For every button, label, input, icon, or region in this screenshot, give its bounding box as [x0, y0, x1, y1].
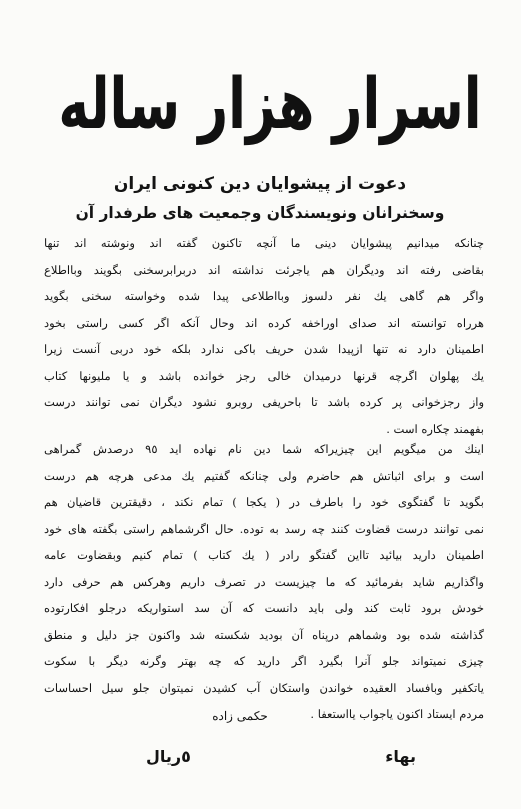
heading-primary: دعوت از پیشوایان دین کنونی ایران — [113, 174, 407, 194]
paragraph-line: اینك من میگویم این چیزیراکه شما دین نام نهاده اید ٩٥ درصدش گمراهی — [44, 442, 484, 456]
paragraph-line: اطمینان دارید بیائید تااین گفتگو رادر ( یك کتاب ) تمام کنیم وبقضاوت عامه — [44, 548, 484, 562]
paragraph-line: نمی توانند درست قضاوت کنند چه رسد به توده. حال اگرشماهم راستی بگفته های خود — [44, 521, 484, 536]
title-block — [60, 62, 480, 148]
author-signature: حکمی زاده — [212, 709, 268, 723]
heading-secondary: وسخنرانان ونویسندگان وجمعیت های طرفدار آن — [75, 204, 445, 222]
paragraph-line: چیزی نمیتواند جلو آنرا بگیرد اگر دارید که چه بهتر وگرنه دیگر با سکوت — [44, 654, 484, 668]
paragraph-line: یاتکفیر وبافساد العقیده خواندن واستکان آب کشیدن نمیتوان جلو سیل احساسات — [44, 680, 484, 695]
paragraph-line: واز رجزخوانی پر کرده باشد تا باحریفی روبرو نشود دیگران نمی توانند درست — [44, 395, 484, 409]
paragraph-line: بگوید تا گفتگوی خود را باطرف در ( یکجا ) تمام نکند ، دقیقترین قاضیان هم — [44, 495, 484, 509]
paragraph-line: گذاشته شده بود وشماهم درپناه آن بودید شکسته شد واکنون جز دلیل و منطق — [44, 627, 484, 642]
paragraph-line: اطمینان دارد نه تنها ازپیدا شدن حریف باکی ندارد بلکه خود دربی آنست زیرا — [44, 342, 484, 356]
paragraph-2 — [44, 436, 484, 728]
paragraph-line: است و برای اثباتش هم حاضرم ولی چنانکه گفتیم یك مدعی هرچه هم درست — [44, 468, 484, 483]
paragraph-line: چنانکه میدانیم پیشوایان دینی ما آنچه تاکنون گفته اند ونوشته اند تنها — [44, 236, 484, 250]
document-title: اسرار هزار ساله — [58, 64, 482, 146]
paragraph-line: مردم ایستاد اکنون یاجواب یااستعفا . — [310, 707, 484, 721]
paragraph-line: هرراه توانسته اند صدای اوراخفه کرده اند وحال آنکه اگر کسی راستی بخود — [44, 315, 484, 330]
paragraph-line: بفهمند چکاره است . — [386, 421, 484, 436]
paragraph-1 — [44, 230, 484, 442]
paragraph-line: بقاضی رفته اند ودیگران هم یاجرئت نداشته اند دربرابرسخنی بگویند وبااطلاع — [44, 262, 484, 277]
paragraph-line: واگر هم گاهی یك نفر دلسوز وبااطلاعی پیدا شده وخواسته سخنی بگوید — [44, 289, 484, 303]
paragraph-line: خودش برود ثابت کند ولی باید دانست که آن سد استواریکه درجلو افکارتوده — [44, 601, 484, 615]
paragraph-line: واگذاریم شاید بفرمائید که ما چیزیست در تصرف داریم وهرکس هم حرفی دارد — [44, 574, 484, 589]
price-value: ٥ریال — [146, 747, 191, 766]
paragraph-line: یك پهلوان اگرچه قرنها درمیدان خالی رجز خوانده باشد و یا ملیونها کتاب — [44, 368, 484, 383]
price-label: بهاء — [385, 747, 416, 766]
